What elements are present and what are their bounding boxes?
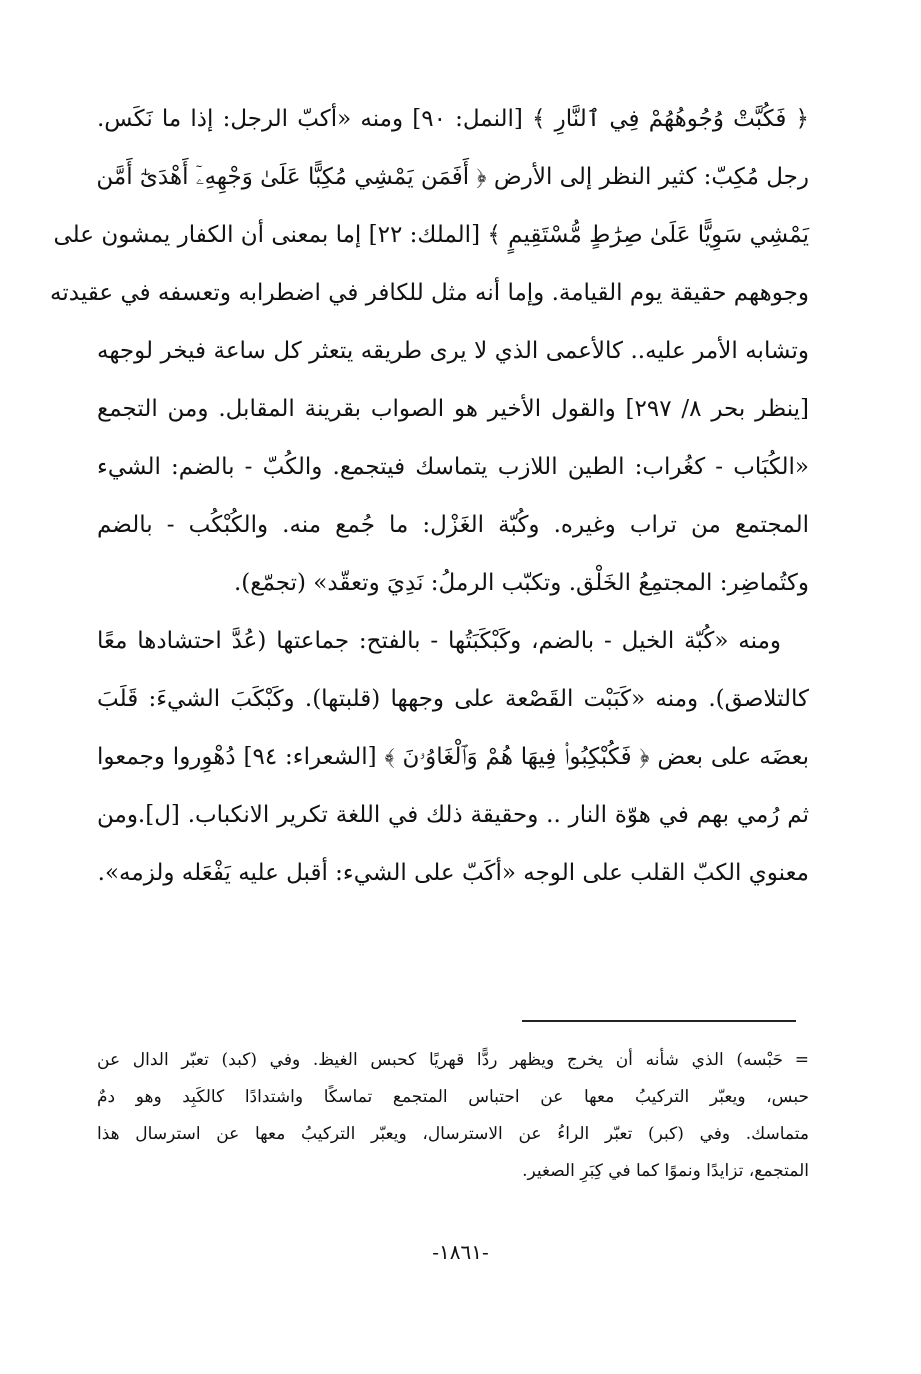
body-line: المجتمع من تراب وغيره. وكُبّة الغَزْل: ما جُمع منه. والكُبْكُب - بالضم [97, 512, 809, 538]
footnote-divider [522, 1020, 796, 1022]
body-line: وكتُماضِر: المجتمِعُ الخَلْق. وتكبّب الرملُ: نَدِيَ وتعقّد» (تجمّع). [233, 570, 809, 596]
body-line: «الكُبَاب - كغُراب: الطين اللازب يتماسك فيتجمع. والكُبّ - بالضم: الشيء [97, 454, 809, 480]
main-body-text [50, 90, 810, 902]
body-line: كالتلاصق). ومنه «كَبَبْت القَصْعة على وجهها (قلبتها). وكَبْكَبَ الشيءَ: قَلَبَ [97, 686, 809, 712]
body-line: ﴿ فَكُبَّتْ وُجُوهُهُمْ فِي ٱلنَّارِ ﴾ [النمل: ٩٠] ومنه «أكبّ الرجل: إذا ما نَكَس. [97, 106, 809, 132]
body-line: معنوي الكبّ القلب على الوجه «أكَبّ على الشيء: أقبل عليه يَفْعَله ولزمه». [97, 860, 809, 886]
footnote-line [97, 1042, 809, 1079]
body-line: وتشابه الأمر عليه.. كالأعمى الذي لا يرى طريقه يتعثر كل ساعة فيخر لوجهه [97, 338, 809, 364]
footnote-line: حبس، ويعبّر التركيبُ معها عن احتباس المتجمع تماسكًا واشتدادًا كالكَبِد وهو دمٌ [97, 1087, 809, 1107]
footnote-line-text: حَبْسه) الذي شأنه أن يخرج ويظهر ردًّا قهريًا كحبس الغيظ. وفي (كبد) تعبّر الدال عن [97, 1050, 783, 1070]
footnote-continuation-marker: = [794, 1050, 809, 1070]
body-line: ومنه «كُبّة الخيل - بالضم، وكَبْكَبَتُها - بالفتح: جماعتها (عُدَّ احتشادها معًا [97, 628, 781, 654]
footnote-line: متماسك. وفي (كبر) تعبّر الراءُ عن الاسترسال، ويعبّر التركيبُ معها عن استرسال هذا [97, 1124, 809, 1144]
body-line: بعضَه على بعض ﴿ فَكُبْكِبُوا۟ فِيهَا هُمْ وَٱلْغَاوُۥنَ ﴾ [الشعراء: ٩٤] دُهْوِروا وجمعوا [97, 744, 809, 770]
body-line: ثم رُمي بهم في هوّة النار .. وحقيقة ذلك في اللغة تكرير الانكباب. [ل].ومن [97, 802, 809, 828]
body-line: يَمْشِي سَوِيًّا عَلَىٰ صِرَٰطٍ مُّسْتَقِيمٍ ﴾ [الملك: ٢٢] إما بمعنى أن الكفار يمشون على [53, 222, 809, 248]
body-line: رجل مُكِبّ: كثير النظر إلى الأرض ﴿ أَفَمَن يَمْشِي مُكِبًّا عَلَىٰ وَجْهِهِۦٓ أَهْدَىٰٓ أَمَّن [96, 164, 809, 190]
footnote-block [97, 1042, 809, 1190]
footnote-line: المتجمع، تزايدًا ونموًا كما في كِبَرِ الصغير. [522, 1161, 809, 1181]
body-line: وجوههم حقيقة يوم القيامة. وإما أنه مثل للكافر في اضطرابه وتعسفه في عقيدته [50, 280, 809, 306]
page-number: -١٨٦١- [432, 1240, 489, 1264]
body-line: [ينظر بحر ٨/ ٢٩٧] والقول الأخير هو الصواب بقرينة المقابل. ومن التجمع [97, 396, 810, 422]
